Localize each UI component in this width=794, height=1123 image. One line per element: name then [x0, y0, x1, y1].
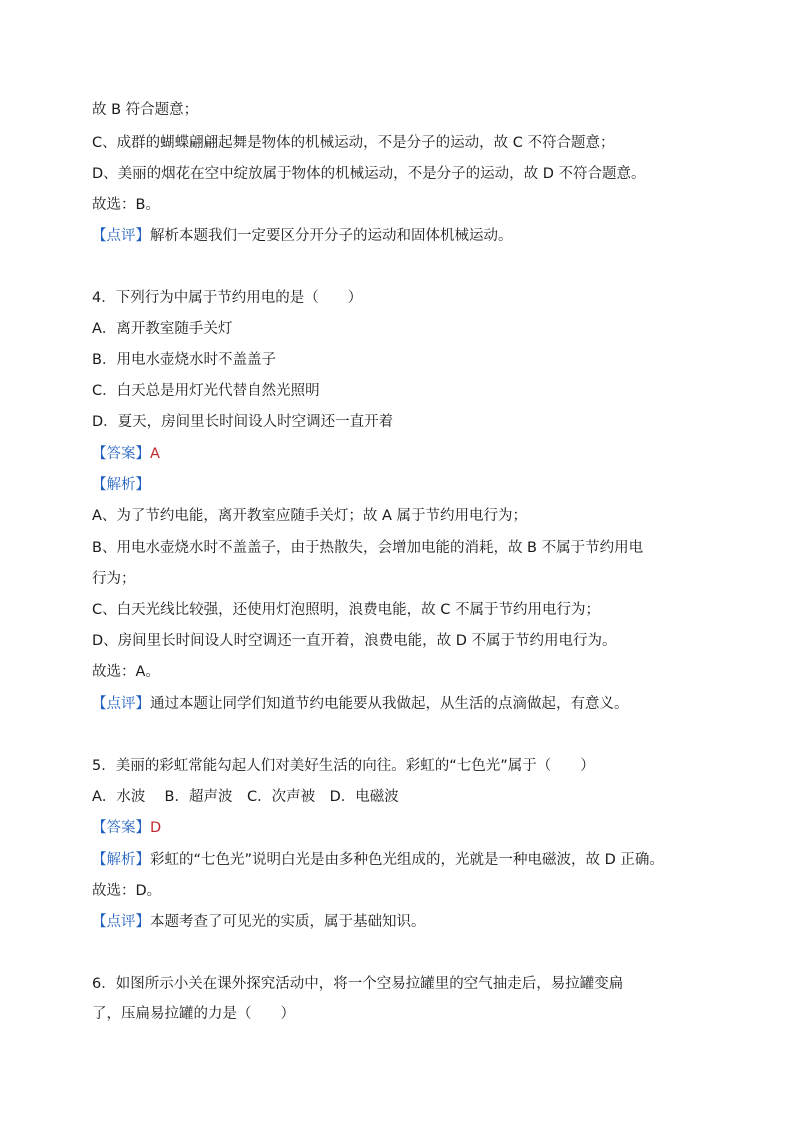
- q4-analysis-b: B、用电水壶烧水时不盖盖子，由于热散失，会增加电能的消耗，故 B 不属于节约用电: [92, 540, 644, 556]
- q6-stem-line1: 6．如图所示小关在课外探究活动中，将一个空易拉罐里的空气抽走后，易拉罐变扁: [92, 976, 624, 992]
- prev-comment-line: [92, 226, 513, 246]
- answer-value: D: [150, 820, 162, 836]
- answer-tag: 【答案】: [92, 820, 150, 836]
- analysis-tag: 【解析】: [92, 852, 150, 868]
- comment-text: 本题考查了可见光的实质，属于基础知识。: [150, 914, 426, 930]
- q5-options: A．水波 B．超声波 C．次声被 D．电磁波: [92, 789, 399, 805]
- comment-tag: 【点评】: [92, 228, 150, 244]
- prev-choice-line: 故选：B。: [92, 197, 160, 213]
- prev-option-c-line: C、成群的蝴蝶翩翩起舞是物体的机械运动，不是分子的运动，故 C 不符合题意；: [92, 135, 615, 151]
- q4-comment-line: [92, 694, 629, 714]
- q5-stem: 5．美丽的彩虹常能勾起人们对美好生活的向往。彩虹的“七色光”属于（ ）: [92, 758, 595, 774]
- prev-tail-line: 故 B 符合题意；: [92, 102, 199, 118]
- prev-option-d-line: D、美丽的烟花在空中绽放属于物体的机械运动，不是分子的运动，故 D 不符合题意。: [92, 166, 646, 182]
- q5-analysis-line: [92, 850, 664, 870]
- answer-value: A: [150, 446, 160, 462]
- q4-analysis-tag: [92, 475, 150, 495]
- q4-analysis-b-cont: 行为；: [92, 571, 136, 587]
- q4-option-c: C．白天总是用灯光代替自然光照明: [92, 383, 320, 399]
- answer-tag: 【答案】: [92, 446, 150, 462]
- q4-option-d: D．夏天，房间里长时间设人时空调还一直开着: [92, 414, 394, 430]
- q4-choice: 故选：A。: [92, 664, 160, 680]
- q4-option-a: A．离开教室随手关灯: [92, 321, 233, 337]
- q4-answer-line: [92, 444, 160, 464]
- analysis-tag: 【解析】: [92, 477, 150, 493]
- comment-text: 通过本题让同学们知道节约电能要从我做起，从生活的点滴做起，有意义。: [150, 696, 629, 712]
- q5-choice: 故选：D。: [92, 883, 162, 899]
- comment-text: 解析本题我们一定要区分开分子的运动和固体机械运动。: [150, 228, 513, 244]
- q4-stem: 4．下列行为中属于节约用电的是（ ）: [92, 290, 363, 306]
- comment-tag: 【点评】: [92, 696, 150, 712]
- q4-analysis-d: D、房间里长时间设人时空调还一直开着，浪费电能，故 D 不属于节约用电行为。: [92, 633, 617, 649]
- q5-comment-line: [92, 912, 426, 932]
- q6-stem-line2: 了，压扁易拉罐的力是（ ）: [92, 1006, 295, 1022]
- q5-answer-line: [92, 818, 161, 838]
- q4-option-b: B．用电水壶烧水时不盖盖子: [92, 352, 276, 368]
- q4-analysis-a: A、为了节约电能，离开教室应随手关灯；故 A 属于节约用电行为；: [92, 508, 528, 524]
- q4-analysis-c: C、白天光线比较强，还使用灯泡照明，浪费电能，故 C 不属于节约用电行为；: [92, 602, 600, 618]
- comment-tag: 【点评】: [92, 914, 150, 930]
- analysis-text: 彩虹的“七色光”说明白光是由多种色光组成的，光就是一种电磁波，故 D 正确。: [150, 852, 664, 868]
